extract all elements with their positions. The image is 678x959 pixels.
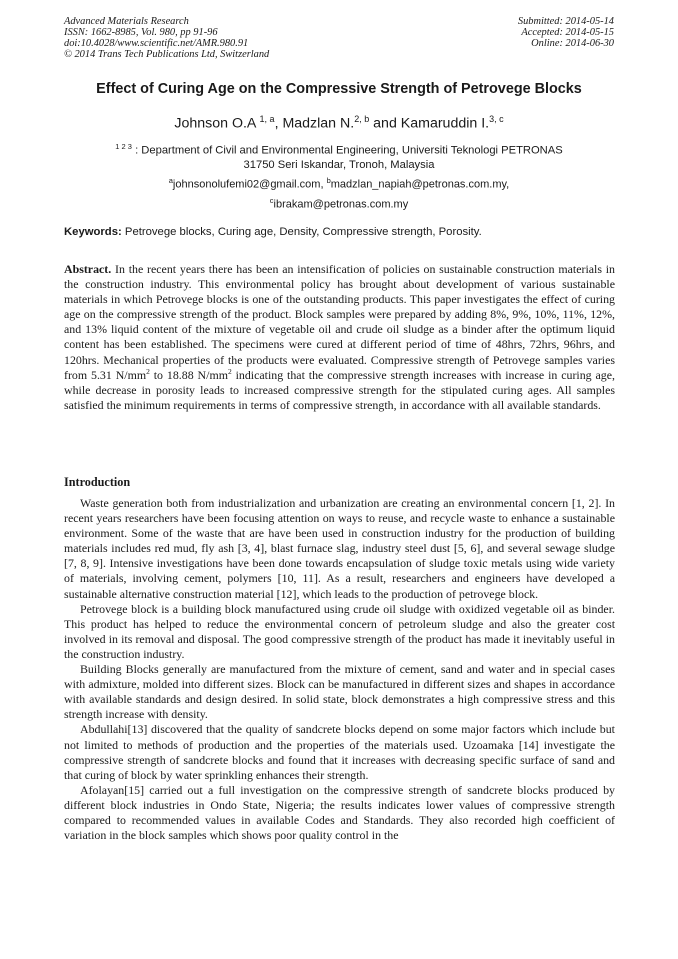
abstract-sup-1: 2 <box>146 366 150 376</box>
paper-title: Effect of Curing Age on the Compressive Strength of Petrovege Blocks <box>96 81 582 97</box>
email-c[interactable]: ibrakam@petronas.com.my <box>273 198 409 211</box>
email-b[interactable]: madzlan_napiah@petronas.com.my, <box>330 178 510 191</box>
affiliation <box>40 140 638 172</box>
intro-paragraph-2: Petrovege block is a building block manufactured using crude oil sludge with oxidized vegetable oil as binder. This product has helped to reduce the environmental concern of petroleum sludge and also the greater cost involved in its removal and disposal. The good compressive strength of the product has made it inevitably useful in the construction industry. <box>64 601 615 661</box>
intro-paragraph-5: Afolayan[15] carried out a full investigation on the compressive strength of sandcrete blocks produced by different block industries in Ondo State, Nigeria; the results indicates lower values of compressive strength compared to recommended values in available Codes and Standards. They also recorded high coefficient of variation in the block samples which shows poor quality control in the <box>64 782 615 843</box>
accepted-date: Accepted: 2014-05-15 <box>521 27 614 38</box>
affiliation-marks: 1 2 3 <box>115 142 132 151</box>
abstract <box>64 262 615 413</box>
introduction-heading: Introduction <box>64 475 131 489</box>
keywords <box>64 226 616 238</box>
author-emails <box>40 173 638 212</box>
abstract-text-3: indicating that the compressive strength increases with increase in curing age, while decrease in porosity leads to increased compressive strength for the stipulated curing ages. All samples satisfied the minimum requirements in terms of compressive strength, in accordance with all available standards. <box>64 367 615 412</box>
abstract-sup-2: 2 <box>227 366 232 376</box>
author-2: , Madzlan N. <box>274 115 355 132</box>
author-3: and Kamaruddin I. <box>369 115 490 132</box>
author-2-mark: 2, b <box>354 114 370 124</box>
issn: ISSN: 1662-8985, Vol. 980, pp 91-96 <box>64 27 218 38</box>
keywords-text: Petrovege blocks, Curing age, Density, Compressive strength, Porosity. <box>121 226 482 238</box>
intro-paragraph-3: Building Blocks generally are manufactured from the mixture of cement, sand and water and in special cases with admixture, molded into different sizes. Block can be manufactured in different sizes and shapes in accordance with available standards and design desired. In solid state, block demonstrates a high compressive stress and this strength increase with density. <box>64 662 615 722</box>
abstract-text-2: to 18.88 N/mm <box>149 367 228 382</box>
intro-paragraph-1: Waste generation both from industrialization and urbanization are creating an environmental concern [1, 2]. In recent years researchers have been focusing attention on ways to reuse, and recycle waste to enhance a sustainable environment. Some of the waste that are have been used in construction industry for the production of building materials includes red mud, fly ash [3, 4], blast furnace slag, industry steel dust [5, 6], and several sewage sludge [7, 8, 9]. Intensive investigations have been done towards encapsulation of sludge toxic metals using wide variety of materials, involving cement, polymers [10, 11]. As a result, researchers and engineers have developed a sustainable alternative construction material [12], which leads to the production of petrovege block. <box>64 496 615 601</box>
abstract-label: Abstract. <box>64 262 112 276</box>
introduction-body <box>64 496 615 843</box>
submitted-date: Submitted: 2014-05-14 <box>517 16 614 27</box>
author-1-mark: 1, a <box>259 114 275 124</box>
doi: doi:10.4028/www.scientific.net/AMR.980.91 <box>64 38 249 49</box>
author-list <box>40 114 638 132</box>
email-b-mark: b <box>326 176 331 185</box>
journal-name: Advanced Materials Research <box>64 16 189 27</box>
affiliation-line-2: 31750 Seri Iskandar, Tronoh, Malaysia <box>243 158 435 171</box>
publication-dates <box>518 16 614 49</box>
keywords-label: Keywords: <box>64 226 122 238</box>
intro-paragraph-4: Abdullahi[13] discovered that the quality of sandcrete blocks depend on some major factors which include but not limited to methods of production and the properties of the materials used. Uzoamaka [14] investigate the compressive strength of sandcrete blocks and found that it increases with decreasing specific surface of sand and that curing of block by water sprinkling enhances their strength. <box>64 722 615 782</box>
author-1: Johnson O.A <box>174 115 260 132</box>
abstract-text-1: In the recent years there has been an intensification of policies on sustainable construction materials in the construction industry. This environmental policy has brought about development of various sustainable materials in which Petrovege blocks is one of the outstanding products. This paper investigates the effect of curing age on the compressive strength of the product. Block samples were prepared by adding 8%, 9%, 10%, 11%, 12%, and 13% liquid content of the mixture of vegetable oil and crude oil sludge as a binder after the optimum liquid content has been established. The specimens were cured at different period of time of 48hrs, 72hrs, 96hrs, and 120hrs. Mechanical properties of the products were evaluated. Compressive strength of Petrovege samples varies from 5.31 N/mm <box>64 262 615 382</box>
online-date: Online: 2014-06-30 <box>531 38 614 49</box>
email-a-mark: a <box>168 176 173 185</box>
journal-info <box>64 16 269 60</box>
email-c-mark: c <box>269 195 274 205</box>
affiliation-line-1: : Department of Civil and Environmental Engineering, Universiti Teknologi PETRONAS <box>131 144 563 157</box>
copyright: © 2014 Trans Tech Publications Ltd, Switzerland <box>64 49 270 60</box>
email-a[interactable]: johnsonolufemi02@gmail.com, <box>172 178 327 191</box>
author-3-mark: 3, c <box>489 114 504 124</box>
